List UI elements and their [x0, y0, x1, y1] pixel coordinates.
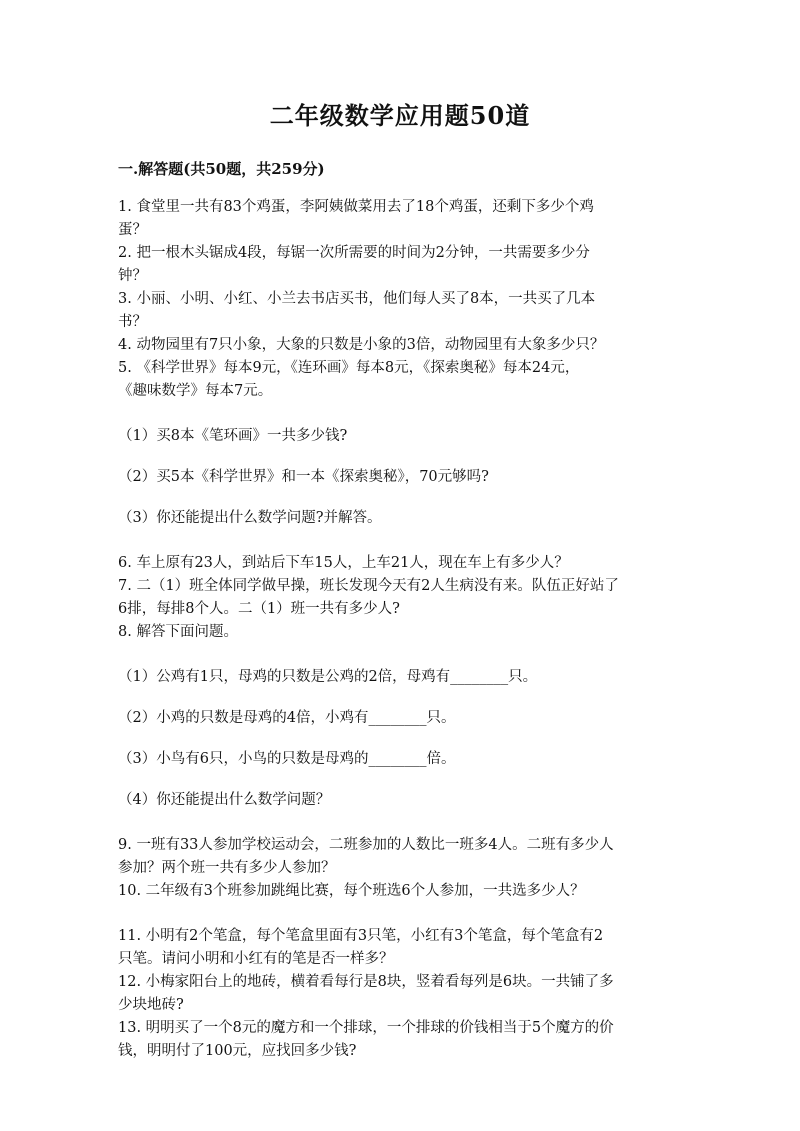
question-group-4	[118, 925, 682, 1063]
question-8: 8. 解答下面问题。	[118, 624, 238, 640]
section-heading: 一.解答题(共50题，共259分)	[118, 160, 325, 178]
question-5-sub-1: （1）买8本《笔环画》一共多少钱?	[118, 428, 348, 444]
question-1-line-2: 蛋？	[118, 222, 147, 238]
question-6: 6. 车上原有23人，到站后下车15人，上车21人，现在车上有多少人？	[118, 555, 569, 571]
question-5-sub-2: （2）买5本《科学世界》和一本《探索奥秘》，70元够吗?	[118, 469, 489, 485]
question-11-line-1: 11. 小明有2个笔盒，每个笔盒里面有3只笔，小红有3个笔盒，每个笔盒有2	[118, 928, 604, 944]
question-1-line-1: 1. 食堂里一共有83个鸡蛋，李阿姨做菜用去了18个鸡蛋，还剩下多少个鸡	[118, 199, 594, 215]
question-10: 10. 二年级有3个班参加跳绳比赛，每个班选6个人参加，一共选多少人？	[118, 883, 585, 899]
question-9-line-1: 9. 一班有33人参加学校运动会，二班参加的人数比一班多4人。二班有多少人	[118, 837, 614, 853]
question-8-sub-4: （4）你还能提出什么数学问题？	[118, 792, 331, 808]
question-8-sub-2: （2）小鸡的只数是母鸡的4倍，小鸡有________只。	[118, 710, 456, 726]
question-7-line-2: 6排，每排8个人。二（1）班一共有多少人?	[118, 601, 400, 617]
question-5-line-1: 5. 《科学世界》每本9元，《连环画》每本8元，《探索奥秘》每本24元，	[118, 360, 580, 376]
question-9-line-2: 参加？两个班一共有多少人参加？	[118, 860, 336, 876]
question-8-sub-1: （1）公鸡有1只，母鸡的只数是公鸡的2倍，母鸡有________只。	[118, 669, 538, 685]
page-title: 二年级数学应用题50道	[269, 101, 531, 130]
question-11-line-2: 只笔。请问小明和小红有的笔是否一样多？	[118, 951, 394, 967]
question-5-sub-3: （3）你还能提出什么数学问题?并解答。	[118, 510, 382, 526]
question-3-line-1: 3. 小丽、小明、小红、小兰去书店买书，他们每人买了8本，一共买了几本	[118, 291, 596, 307]
question-8-sub-3: （3）小鸟有6只，小鸟的只数是母鸡的________倍。	[118, 751, 456, 767]
question-group-1	[118, 196, 682, 403]
question-2-line-2: 钟？	[118, 268, 147, 284]
question-12-line-1: 12. 小梅家阳台上的地砖，横着看每行是8块，竖着看每列是6块。一共铺了多	[118, 974, 614, 990]
question-7-line-1: 7. 二（1）班全体同学做早操，班长发现今天有2人生病没有来。队伍正好站了	[118, 578, 619, 594]
question-group-3	[118, 834, 682, 903]
question-group-2	[118, 552, 682, 644]
question-12-line-2: 少块地砖?	[118, 997, 184, 1013]
question-5-line-2: 《趣味数学》每本7元。	[118, 383, 273, 399]
question-13-line-2: 钱，明明付了100元，应找回多少钱?	[118, 1043, 357, 1059]
question-4: 4. 动物园里有7只小象，大象的只数是小象的3倍，动物园里有大象多少只？	[118, 337, 605, 353]
question-3-line-2: 书？	[118, 314, 147, 330]
question-13-line-1: 13. 明明买了一个8元的魔方和一个排球，一个排球的价钱相当于5个魔方的价	[118, 1020, 614, 1036]
question-2-line-1: 2. 把一根木头锯成4段，每锯一次所需要的时间为2分钟，一共需要多少分	[118, 245, 590, 261]
